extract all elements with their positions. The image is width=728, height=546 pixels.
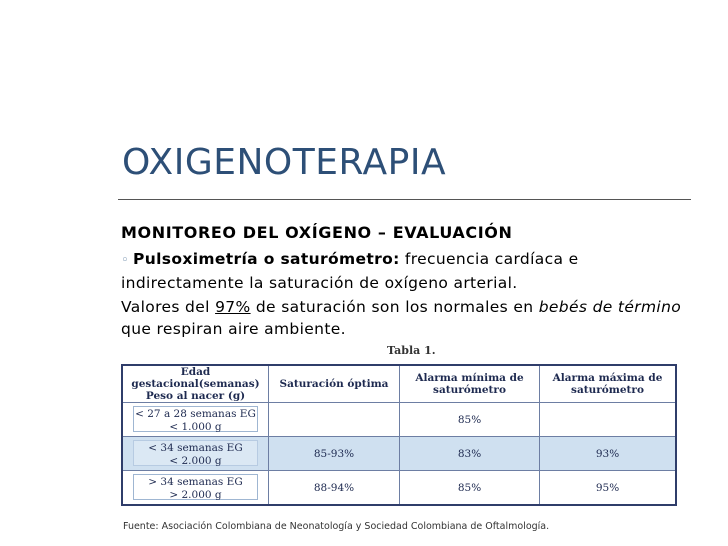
- cell-gestational-age: [123, 403, 268, 437]
- cell-age: < 27 a 28 semanas EG: [135, 408, 256, 420]
- cell-box: [133, 440, 257, 466]
- cell-min-alarm: 85%: [399, 471, 539, 504]
- header-line: saturómetro: [433, 384, 506, 396]
- cell-gestational-age: [123, 437, 268, 471]
- bullet-paragraph: [121, 248, 691, 294]
- bullet-term: Pulsoximetría o saturómetro:: [133, 250, 400, 268]
- header-line: Alarma máxima de: [552, 372, 663, 384]
- values-prefix: Valores del: [121, 298, 216, 316]
- values-suffix: que respiran aire ambiente.: [121, 320, 346, 338]
- table-source: Fuente: Asociación Colombiana de Neonatología y Sociedad Colombiana de Oftalmología.: [123, 521, 550, 532]
- cell-age: < 34 semanas EG: [148, 442, 243, 454]
- cell-min-alarm: 85%: [399, 403, 539, 437]
- section-heading: MONITOREO DEL OXÍGENO – EVALUACIÓN: [121, 223, 513, 242]
- header-gestational-age: [123, 366, 268, 403]
- cell-optimal: 85-93%: [268, 437, 399, 471]
- header-line: Peso al nacer (g): [145, 390, 246, 402]
- cell-weight: > 2.000 g: [169, 489, 222, 501]
- title-divider: [118, 199, 691, 200]
- table-row: [123, 471, 675, 504]
- values-paragraph: [121, 296, 691, 339]
- cell-box: [133, 406, 257, 432]
- bullet-text: frecuencia cardíaca e indirectamente la saturación de oxígeno arterial.: [121, 250, 579, 292]
- cell-max-alarm: 93%: [539, 437, 675, 471]
- slide-title: OXIGENOTERAPIA: [122, 142, 447, 183]
- cell-optimal: [268, 403, 399, 437]
- cell-box: [133, 474, 257, 500]
- header-line: Alarma mínima de: [415, 372, 524, 384]
- values-italic: bebés de término: [538, 298, 682, 316]
- table-row: [123, 437, 675, 471]
- slide-body: [121, 222, 691, 339]
- table-header-row: [123, 366, 675, 403]
- cell-weight: < 1.000 g: [169, 421, 222, 433]
- values-middle: de saturación son los normales en: [250, 298, 539, 316]
- cell-gestational-age: [123, 471, 268, 504]
- values-percent: 97%: [215, 298, 251, 316]
- header-max-alarm: [539, 366, 675, 403]
- cell-age: > 34 semanas EG: [148, 476, 243, 488]
- header-min-alarm: [399, 366, 539, 403]
- cell-max-alarm: [539, 403, 675, 437]
- header-line: Edad gestacional(semanas): [131, 366, 260, 390]
- header-line: saturómetro: [571, 384, 644, 396]
- table-row: [123, 403, 675, 437]
- cell-weight: < 2.000 g: [169, 455, 222, 467]
- table-caption: Tabla 1.: [387, 344, 436, 357]
- header-line: Saturación óptima: [279, 378, 389, 390]
- cell-max-alarm: 95%: [539, 471, 675, 504]
- bullet-marker: ◦: [121, 253, 130, 268]
- header-optimal-saturation: [268, 366, 399, 403]
- cell-optimal: 88-94%: [268, 471, 399, 504]
- cell-min-alarm: 83%: [399, 437, 539, 471]
- saturation-table: [121, 364, 677, 506]
